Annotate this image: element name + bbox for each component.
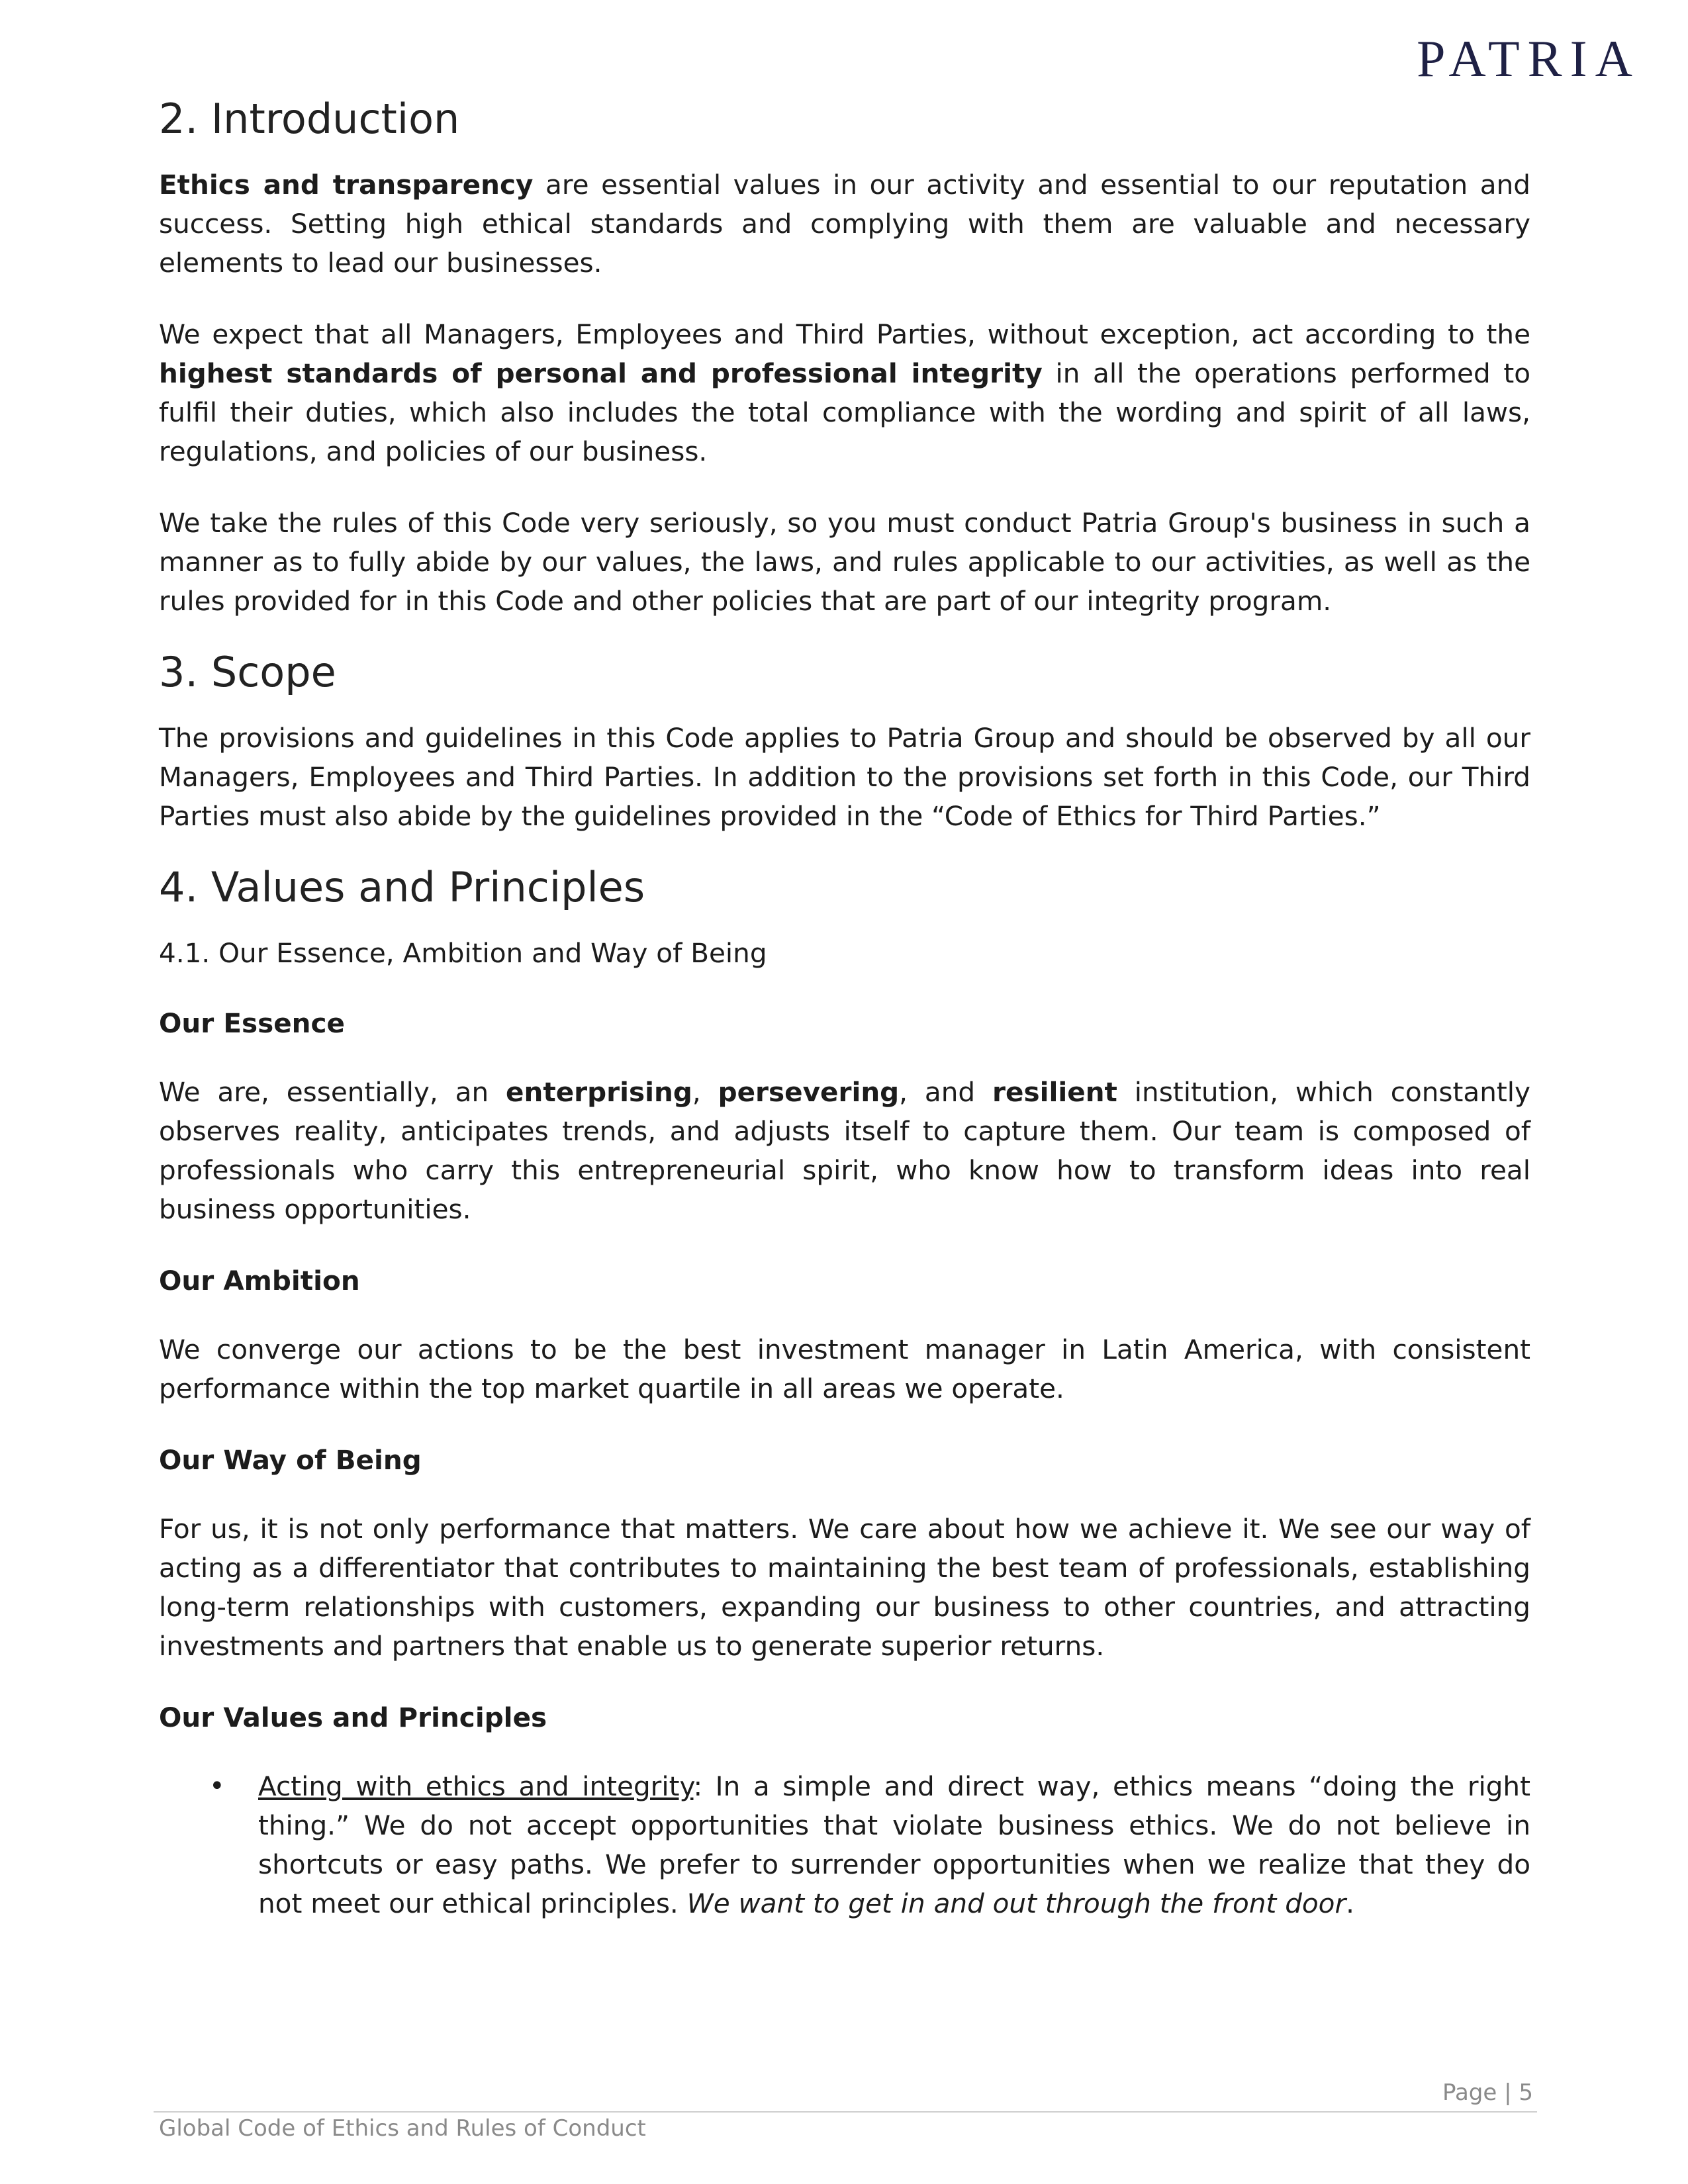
intro-p2-start: We expect that all Managers, Employees and Third Parties, without exception, act according to the — [159, 318, 1530, 350]
intro-paragraph-3: We take the rules of this Code very seriously, so you must conduct Patria Group's business in such a manner as to fully abide by our values, the laws, and rules applicable to our activities, as well as the rules provided for in this Code and other policies that are part of our integrity program. — [159, 507, 1530, 617]
intro-bold-ethics: Ethics and transparency — [159, 169, 534, 201]
essence-paragraph — [159, 1073, 1530, 1229]
essence-bold-enterprising: enterprising — [506, 1076, 692, 1108]
section-heading-introduction: 2. Introduction — [159, 95, 460, 143]
way-of-being-title: Our Way of Being — [159, 1444, 422, 1476]
bullet-end: . — [1346, 1888, 1354, 1919]
intro-p1-text: are essential values in our activity and essential to our reputation and success. Setting high ethical standards and complying with them are valuable and necessary elements to lead our businesses. — [159, 169, 1531, 279]
section-heading-scope: 3. Scope — [159, 648, 336, 696]
subsection-heading: 4.1. Our Essence, Ambition and Way of Being — [159, 937, 767, 969]
essence-title: Our Essence — [159, 1007, 345, 1039]
ambition-paragraph: We converge our actions to be the best investment manager in Latin America, with consistent performance within the top market quartile in all areas we operate. — [159, 1334, 1530, 1404]
bullet-label: Acting with ethics and integrity — [258, 1770, 694, 1802]
essence-t1: We are, essentially, an — [159, 1076, 506, 1108]
bullet-italic: We want to get in and out through the front door — [686, 1888, 1346, 1919]
values-bullet-list — [159, 1767, 1530, 1923]
patria-logo: PATRIA — [1417, 30, 1640, 87]
essence-t2: , — [692, 1076, 718, 1108]
essence-t3: , and — [899, 1076, 993, 1108]
page-number: Page | 5 — [1442, 2079, 1533, 2106]
footer-doc-title: Global Code of Ethics and Rules of Conduct — [159, 2115, 646, 2142]
section-heading-values: 4. Values and Principles — [159, 863, 645, 911]
page-footer — [154, 2078, 1537, 2144]
essence-bold-resilient: resilient — [992, 1076, 1117, 1108]
intro-paragraph-2 — [159, 315, 1530, 471]
intro-bold-integrity: highest standards of personal and professional integrity — [159, 357, 1043, 389]
essence-t4: institution, which constantly observes reality, anticipates trends, and adjusts itself to capture them. Our team is composed of professionals who carry this entrepreneurial spirit, who know how to transform ideas into real business opportunities. — [159, 1076, 1530, 1225]
essence-bold-persevering: persevering — [718, 1076, 900, 1108]
intro-paragraph-1 — [159, 165, 1530, 283]
bullet-text: : In a simple and direct way, ethics means “doing the right thing.” We do not accept opportunities that violate business ethics. We do not believe in shortcuts or easy paths. We prefer to surrender opportunities when we realize that they do not meet our ethical principles. — [258, 1770, 1530, 1919]
ambition-title: Our Ambition — [159, 1265, 360, 1297]
intro-p2-rest: in all the operations performed to fulfil their duties, which also includes the total compliance with the wording and spirit of all laws, regulations, and policies of our business. — [159, 357, 1530, 467]
way-of-being-paragraph: For us, it is not only performance that matters. We care about how we achieve it. We see our way of acting as a differentiator that contributes to maintaining the best team of professionals, establishing long-term relationships with customers, expanding our business to other countries, and attracting investments and partners that enable us to generate superior returns. — [159, 1513, 1530, 1662]
values-principles-title: Our Values and Principles — [159, 1702, 547, 1733]
bullet-icon: • — [209, 1771, 225, 1801]
scope-paragraph: The provisions and guidelines in this Code applies to Patria Group and should be observed by all our Managers, Employees and Third Parties. In addition to the provisions set forth in this Code, our Third Parties must also abide by the guidelines provided in the “Code of Ethics for Third Parties.” — [159, 722, 1530, 832]
page-content — [159, 93, 1530, 1923]
bullet-acting-with-ethics — [159, 1767, 1530, 1923]
